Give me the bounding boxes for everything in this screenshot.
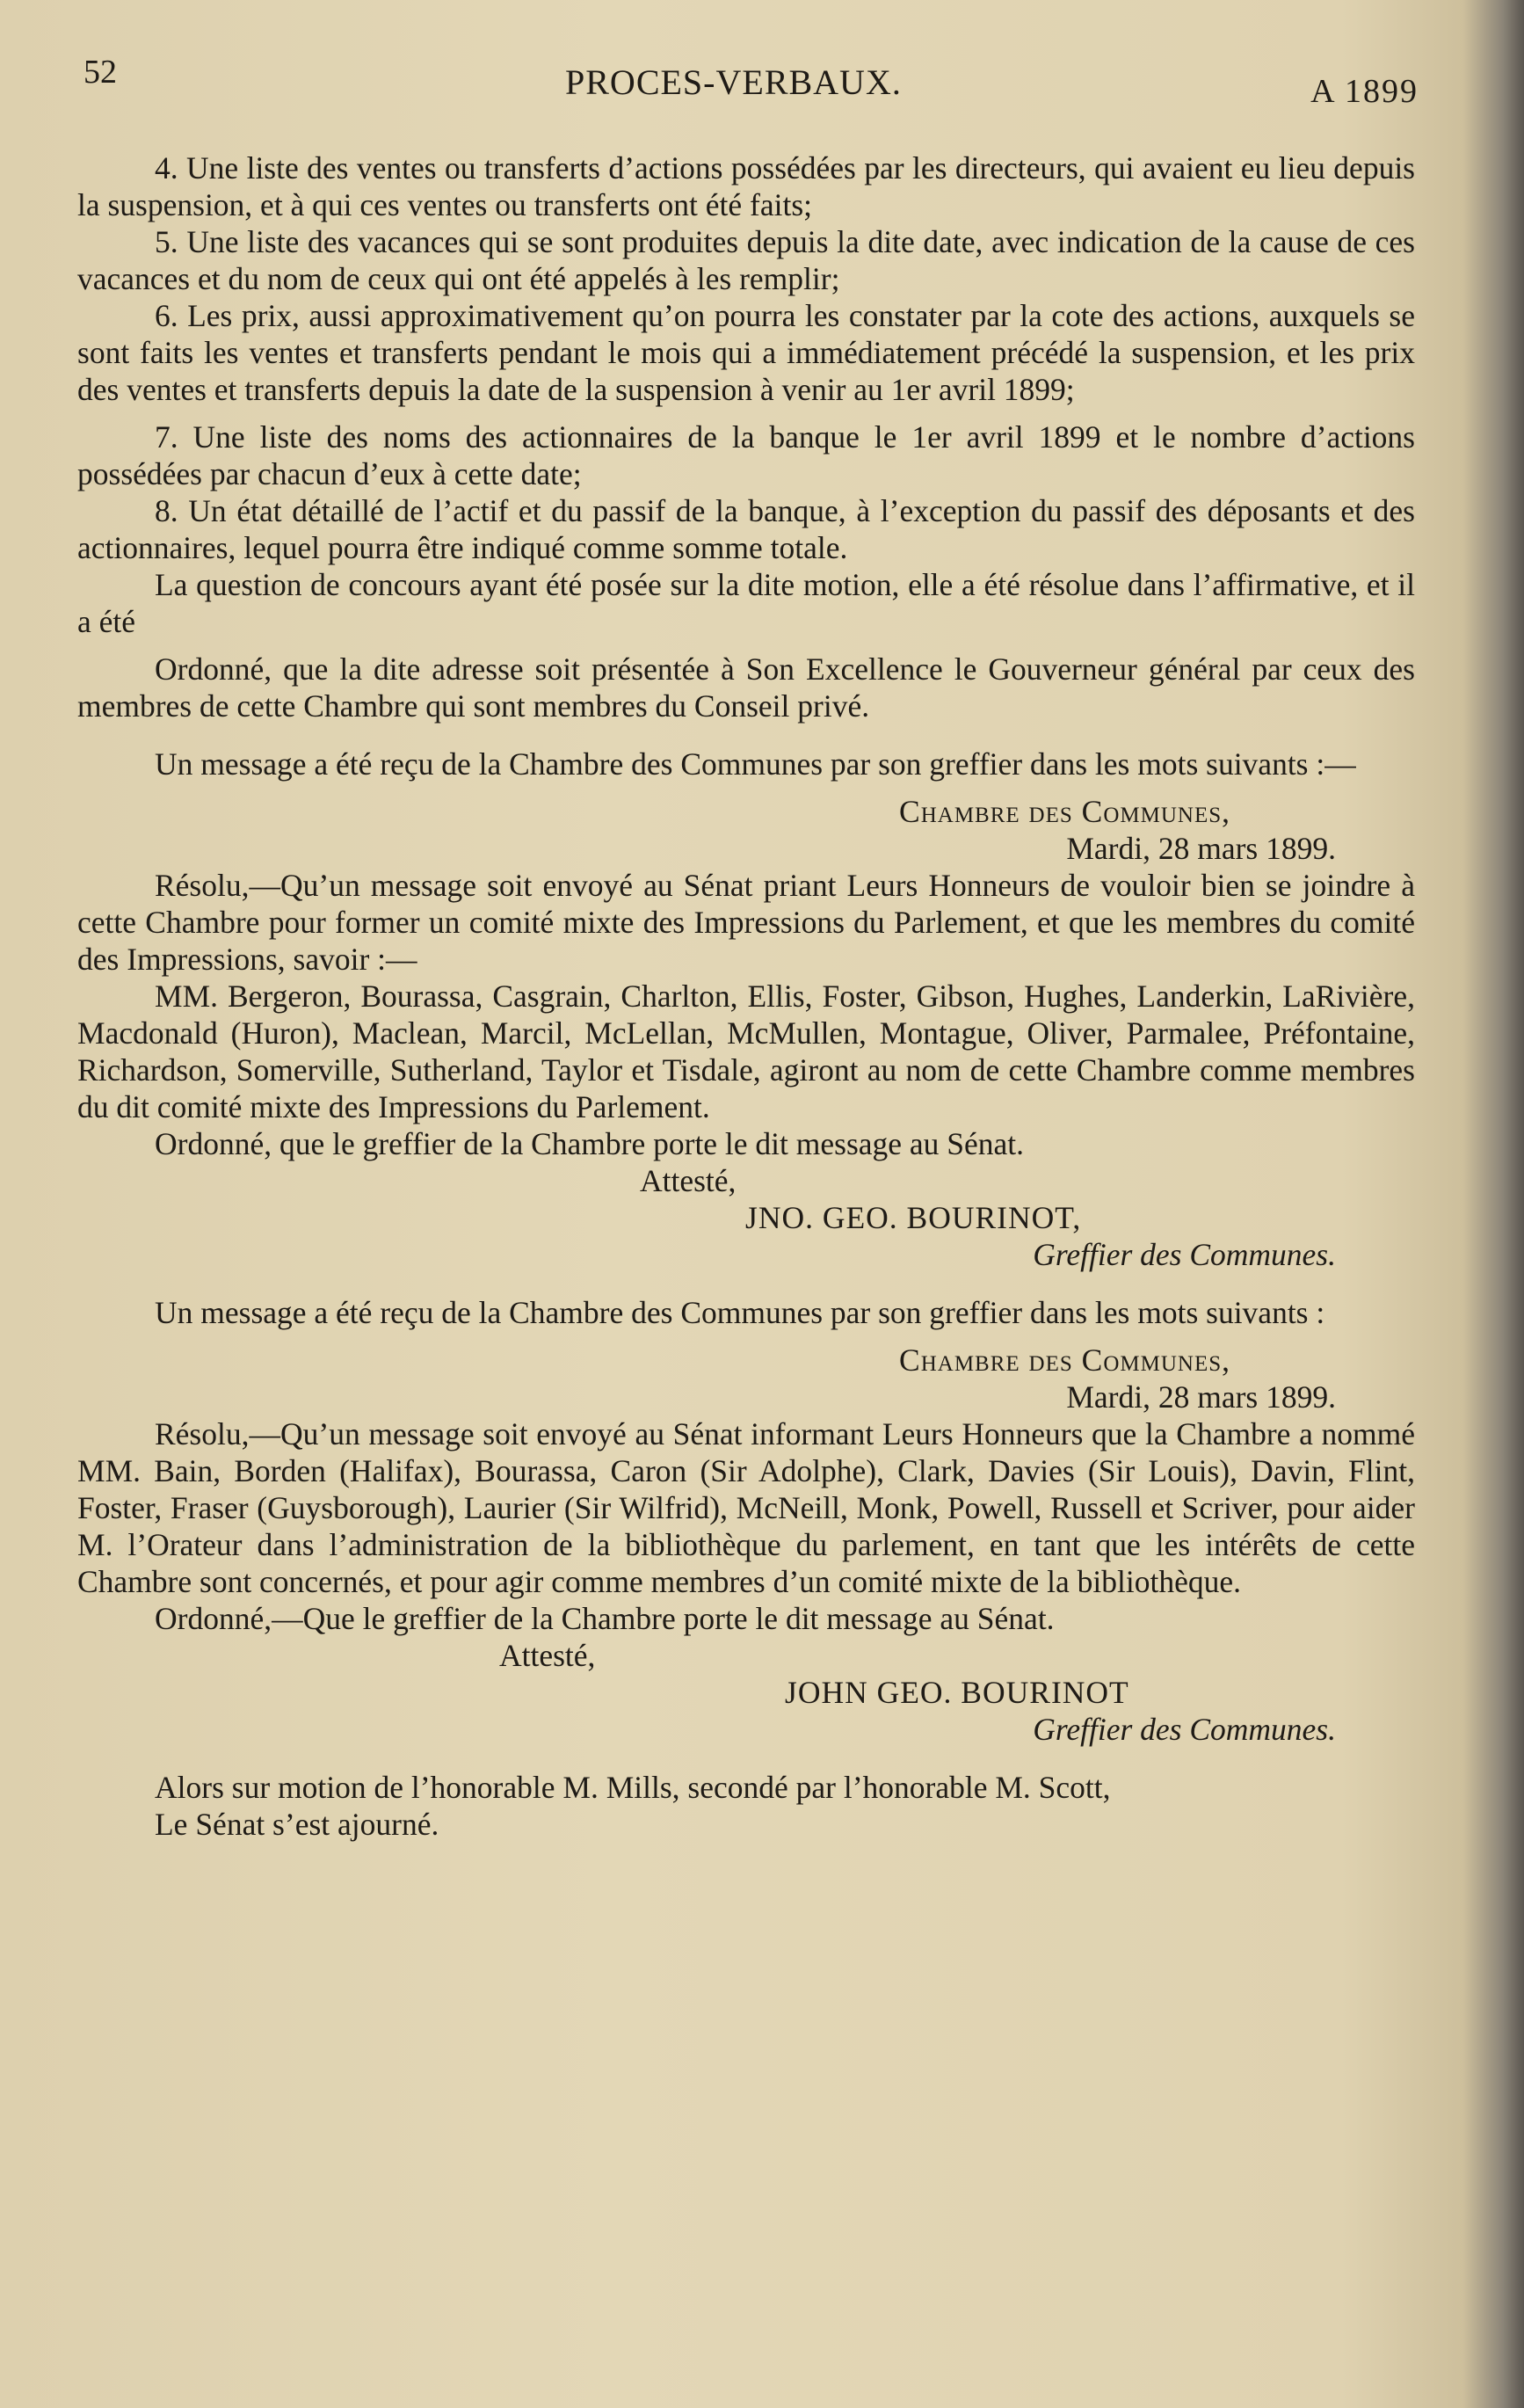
closing-motion: Alors sur motion de l’honorable M. Mills, secondé par l’honorable M. Scott,: [155, 1770, 1111, 1805]
message-1-signature-title: Greffier des Communes.: [1033, 1237, 1336, 1272]
message-2-intro: Un message a été reçu de la Chambre des Communes par son greffier dans les mots suivants :: [155, 1295, 1325, 1330]
message-2: [77, 1294, 1415, 1748]
page-header: [83, 53, 1419, 110]
message-2-signature: JOHN GEO. BOURINOT: [785, 1675, 1129, 1710]
message-1-resolution: Résolu,—Qu’un message soit envoyé au Sénat priant Leurs Honneurs de vouloir bien se joindre à cette Chambre pour former un comité mixte des Impressions du Parlement, et que les membres du comité des Impressions, savoir :—: [77, 868, 1415, 977]
message-2-resolution: Résolu,—Qu’un message soit envoyé au Sénat informant Leurs Honneurs que la Chambre a nommé MM. Bain, Borden (Halifax), Bourassa, Caron (Sir Adolphe), Clark, Davies (Sir Louis), Davin, Flint, Foster, Fraser (Guysborough), Laurier (Sir Wilfrid), McNeill, Monk, Powell, Russell et Scriver, pour aider M. l’Orateur dans l’administration de la bibliothèque du parlement, en tant que les intérêts de cette Chambre sont concernés, et pour agir comme membres d’un comité mixte de la bibliothèque.: [77, 1416, 1415, 1599]
running-title: PROCES-VERBAUX.: [565, 62, 902, 102]
message-2-date: Mardi, 28 mars 1899.: [1066, 1379, 1336, 1415]
message-1-atteste: Attesté,: [640, 1163, 737, 1198]
session-year: A 1899: [1310, 73, 1419, 110]
page-number: 52: [83, 54, 117, 91]
item-6-paragraph: 6. Les prix, aussi approximativement qu’on pourra les constater par la cote des actions, auxquels se sont faits les ventes et transferts pendant le mois qui a immédiatement précédé la suspension, et les prix des ventes et transferts depuis la date de la suspension à venir au 1er avril 1899;: [77, 298, 1415, 407]
message-1-intro: Un message a été reçu de la Chambre des Communes par son greffier dans les mots suivants :—: [155, 746, 1356, 782]
message-1-date: Mardi, 28 mars 1899.: [1066, 831, 1336, 866]
message-2-signature-title: Greffier des Communes.: [1033, 1712, 1336, 1747]
message-1-members: MM. Bergeron, Bourassa, Casgrain, Charlton, Ellis, Foster, Gibson, Hughes, Landerkin, LaRivière, Macdonald (Huron), Maclean, Marcil, McLellan, McMullen, Montague, Oliver, Parmalee, Préfontaine, Richardson, Somerville, Sutherland, Taylor et Tisdale, agiront au nom de cette Chambre comme membres du dit comité mixte des Impressions du Parlement.: [77, 978, 1415, 1124]
item-8-paragraph: 8. Un état détaillé de l’actif et du passif de la banque, à l’exception du passif des déposants et des actionnaires, lequel pourra être indiqué comme somme totale.: [77, 493, 1415, 565]
page-body: [77, 149, 1415, 1843]
ordonne-address-paragraph: Ordonné, que la dite adresse soit présentée à Son Excellence le Gouverneur général par ceux des membres de cette Chambre qui sont membres du Conseil privé.: [77, 651, 1415, 724]
message-1-chamber: Chambre des Communes,: [899, 794, 1230, 829]
closing-adjourned: Le Sénat s’est ajourné.: [155, 1807, 439, 1842]
message-1: [77, 746, 1415, 1273]
message-2-chamber: Chambre des Communes,: [899, 1342, 1230, 1378]
item-5-paragraph: 5. Une liste des vacances qui se sont produites depuis la dite date, avec indication de la cause de ces vacances et du nom de ceux qui ont été appelés à les remplir;: [77, 224, 1415, 296]
item-4-paragraph: 4. Une liste des ventes ou transferts d’actions possédées par les directeurs, qui avaient eu lieu depuis la suspension, et à qui ces ventes ou transferts ont été faits;: [77, 150, 1415, 222]
message-1-signature: JNO. GEO. BOURINOT,: [745, 1200, 1082, 1235]
item-7-paragraph: 7. Une liste des noms des actionnaires de la banque le 1er avril 1899 et le nombre d’actions possédées par chacun d’eux à cette date;: [77, 419, 1415, 491]
message-2-ordonne: Ordonné,—Que le greffier de la Chambre porte le dit message au Sénat.: [155, 1601, 1055, 1636]
closing-section: [77, 1769, 1415, 1843]
message-2-atteste: Attesté,: [499, 1638, 596, 1673]
message-1-ordonne: Ordonné, que le greffier de la Chambre porte le dit message au Sénat.: [155, 1126, 1025, 1161]
question-paragraph: La question de concours ayant été posée sur la dite motion, elle a été résolue dans l’affirmative, et il a été: [77, 567, 1415, 639]
